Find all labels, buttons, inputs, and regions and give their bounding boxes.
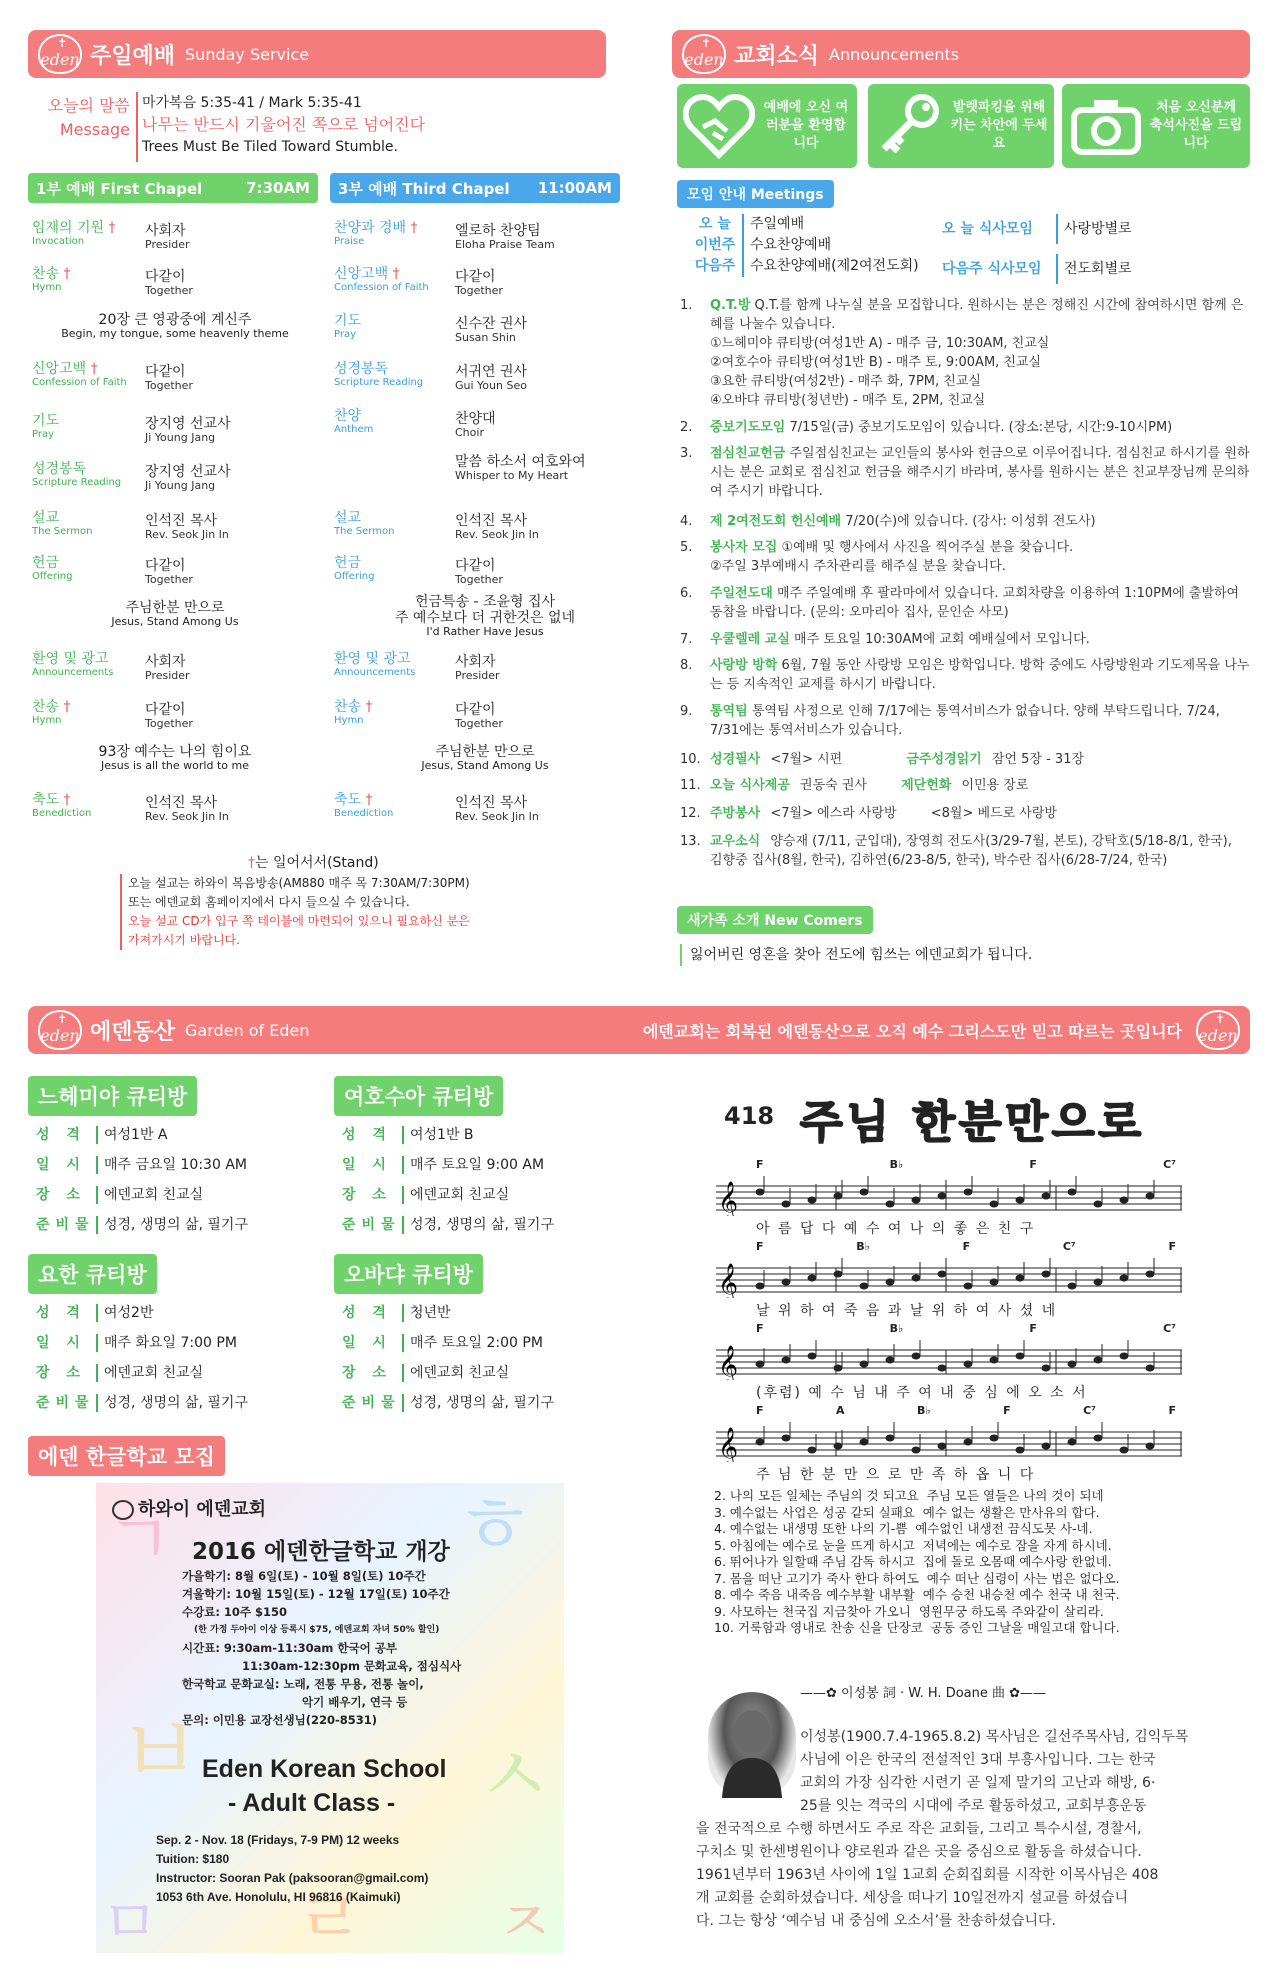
third-item-label: 설교 The Sermon: [334, 510, 395, 537]
message-divider: [136, 92, 138, 162]
chord-label: F: [1003, 1404, 1011, 1417]
bio-line: 이성봉(1900.7.4-1965.8.2) 목사님은 길선주목사님, 김익두목: [800, 1729, 1189, 1745]
poster-church-name: 하와이 에덴교회: [138, 1499, 266, 1520]
meeting-key: 이번주: [692, 235, 744, 256]
message-label-en: Message: [59, 120, 130, 139]
item-title: 제단헌화: [901, 778, 952, 793]
item-text: <8월> 베드로 사랑방: [930, 806, 1057, 821]
bio-line: 1961년부터 1963년 사이에 1일 1교회 순회집회를 시작한 이목사님은 408: [696, 1867, 1159, 1883]
first-item-value: 인석진 목사 Rev. Seok Jin In: [145, 513, 229, 541]
item-title: 성경필사: [710, 752, 761, 767]
third-item-value: 엘로하 찬양팀 Eloha Praise Team: [455, 223, 555, 251]
meeting-key: 다음주: [692, 256, 744, 277]
photo-text: 처음 오신분께 축석사진을 드립니다: [1149, 100, 1243, 151]
qt-group-row: 준비물 성경, 생명의 삶, 필기구: [342, 1395, 554, 1411]
key-icon: [874, 91, 944, 161]
author-bio: [696, 1726, 1236, 1933]
svg-text:ㄹ: ㄹ: [296, 1878, 364, 1953]
bio-line: 구치소 및 한센병원이나 양로원과 같은 곳을 중심으로 활동을 하셨습니다.: [696, 1844, 1142, 1860]
chord-label: B♭: [889, 1322, 904, 1335]
stand-note: [248, 852, 379, 872]
sermon-title-en: Trees Must Be Tiled Toward Stumble.: [142, 139, 398, 155]
verse-line: 8. 예수 죽음 내죽음 예수부활 내부활 예수 승천 내승천 예수 천국 내 천국.: [714, 1587, 1120, 1602]
cd-note-line: 오늘 설교 CD가 입구 쪽 테이블에 마련되어 있으니 필요하신 분은: [128, 914, 470, 928]
garden-header: [28, 1006, 1250, 1054]
first-hymn2: [30, 744, 320, 772]
poster-line: 수강료: 10주 $150: [182, 1605, 288, 1619]
first-item-value: 다같이 Together: [145, 364, 193, 392]
message-label-ko: 오늘의 말씀: [47, 96, 130, 115]
first-hymn1-ko: 20장 큰 영광중에 계신주: [98, 312, 252, 328]
first-item-label: 성경봉독 Scripture Reading: [32, 461, 122, 488]
chord-label: B♭: [856, 1240, 870, 1253]
announcement-item: [680, 804, 1250, 823]
flower-icon: ✿: [826, 1686, 837, 1701]
first-item-label: 찬송 † Hymn: [32, 266, 71, 293]
hymn-author-text: 이성봉 詞 · W. H. Doane 曲: [841, 1686, 1005, 1701]
item-text: 이민용 장로: [961, 778, 1029, 793]
broadcast-line: 또는 에덴교회 홈페이지에서 다시 들으실 수 있습니다.: [128, 895, 410, 909]
hymn-title: 주님 한분만으로: [800, 1097, 1145, 1148]
qt-group-row: 성 격 여성1반 B: [342, 1127, 474, 1143]
section-title-en: Garden of Eden: [185, 1020, 310, 1040]
qt-group-row: 장 소 에덴교회 친교실: [342, 1187, 510, 1203]
chord-label: B♭: [889, 1158, 904, 1171]
stand-note-text: 는 일어서서(Stand): [255, 855, 379, 871]
first-hymn2-en: Jesus is all the world to me: [101, 759, 249, 772]
third-hymn-title: [360, 744, 610, 772]
third-item-label: 찬양과 경배 † Praise: [334, 220, 418, 247]
hymn-staff: [716, 1322, 1182, 1412]
item-text: <7월> 시편: [770, 752, 843, 767]
qt-group-row: 성 격 여성2반: [36, 1305, 154, 1321]
newcomers-tag: 새가족 소개 New Comers: [677, 906, 873, 934]
svg-text:ㄱ: ㄱ: [106, 1498, 174, 1580]
third-chapel-title: 3부 예배 Third Chapel: [338, 179, 510, 198]
qt-group-row: 준비물 성경, 생명의 삶, 필기구: [342, 1217, 554, 1233]
chord-label: C⁷: [1062, 1240, 1076, 1253]
third-item-label: 환영 및 광고 Announcements: [334, 651, 416, 678]
poster-line: 한국학교 문화교실: 노래, 전통 무용, 전통 놀이,: [182, 1677, 424, 1691]
third-item-label: 찬양 Anthem: [334, 408, 374, 435]
sunday-service-header: [28, 30, 606, 78]
chord-label: A: [836, 1404, 845, 1417]
meetings-tag: 모임 안내 Meetings: [677, 180, 834, 208]
first-item-label: 축도 † Benediction: [32, 792, 92, 819]
valet-text: 발렛파킹을 위해 키는 차안에 두세요: [950, 100, 1048, 151]
sub-item: ④오바댜 큐티방(청년반) - 매주 토, 2PM, 친교실: [710, 393, 986, 408]
third-item-value: 찬양대 Choir: [455, 411, 496, 439]
cd-note-line: 가져가시기 바랍니다.: [128, 933, 240, 947]
meeting-key: 오 늘 식사모임: [942, 214, 1058, 244]
special-offering-en: I'd Rather Have Jesus: [426, 625, 544, 638]
poster-en-line: Sep. 2 - Nov. 18 (Fridays, 7-9 PM) 12 weeks: [156, 1833, 400, 1847]
third-item-label: 찬송 † Hymn: [334, 699, 373, 726]
meeting-value: 수요찬양예배: [750, 237, 832, 253]
qt-group-row: 성 격 청년반: [342, 1305, 451, 1321]
meeting-value: 수요찬양예배(제2여전도회): [750, 258, 919, 274]
third-item-label: 신앙고백 † Confession of Faith: [334, 266, 429, 293]
first-item-label: 설교 The Sermon: [32, 510, 93, 537]
staff-lines: [716, 1418, 1182, 1462]
third-item-label: 헌금 Offering: [334, 555, 375, 582]
cross-icon: †: [248, 855, 255, 871]
bio-line: 교회의 가장 심각한 시련기 곧 일제 말기의 고난과 해방, 6·: [800, 1775, 1156, 1791]
garden-motto: 에덴교회는 회복된 에덴동산으로 오직 예수 그리스도만 믿고 따르는 곳입니다: [642, 1021, 1182, 1041]
lyric-line: (후렴) 예 수 님 내 주 여 내 중 심 에 오 소 서: [756, 1385, 1088, 1401]
poster-line: 겨울학기: 10월 15일(토) - 12월 17일(토) 10주간: [182, 1587, 450, 1601]
announcement-item: [680, 832, 1240, 870]
poster-lines: [182, 1567, 461, 1729]
third-item-value: 사회자 Presider: [455, 654, 500, 682]
first-item-value: 사회자 Presider: [145, 223, 190, 251]
third-item-value: 인석진 목사 Rev. Seok Jin In: [455, 513, 539, 541]
svg-text:ㅈ: ㅈ: [496, 1888, 554, 1953]
chord-label: C⁷: [1163, 1158, 1176, 1171]
first-item-label: 헌금 Offering: [32, 555, 73, 582]
meeting-value: 주일예배: [750, 216, 805, 232]
verse-line: 6. 뛰어나가 일할때 주님 감독 하시고 집에 돌로 오몸때 예수사랑 한없네.: [714, 1554, 1112, 1569]
poster-line: 11:30am-12:30pm 문화교육, 점심식사: [242, 1659, 462, 1673]
third-item-label: 성경봉독 Scripture Reading: [334, 361, 424, 388]
section-title-ko: 교회소식: [734, 43, 820, 69]
verse-line: 10. 거룩함과 영내로 찬송 신을 단장코 공동 증인 그날을 매일고대 합니다.: [714, 1620, 1120, 1635]
announcement-item: 7. 우쿨렐레 교실 매주 토요일 10:30AM에 교회 예배실에서 모입니다.: [680, 632, 1090, 647]
announcement-item: 8. 사랑방 방학 6월, 7월 동안 사랑방 모임은 방학입니다. 방학 중에도 사랑방원과 기도제목을 나누는 등 지속적인 교제를 하시기 바랍니다.: [680, 658, 1250, 692]
eden-logo-icon: ✝ eden: [38, 1010, 82, 1050]
section-title-en: Announcements: [829, 44, 960, 64]
poster-line: 가을학기: 8월 6일(토) - 10월 8일(토) 10주간: [182, 1569, 426, 1583]
sermon-title-ko: 나무는 반드시 기울어진 쪽으로 넘어진다: [142, 115, 426, 134]
bio-line: 25를 잇는 격국의 시대에 주로 활동하셨고, 교회부흥운동: [800, 1798, 1147, 1814]
meetings-right: [942, 214, 1132, 284]
first-item-value: 다같이 Together: [145, 558, 193, 586]
third-item-value: 신수잔 권사 Susan Shin: [455, 316, 528, 344]
first-item-label: 신앙고백 † Confession of Faith: [32, 361, 127, 388]
qt-group-row: 장 소 에덴교회 친교실: [36, 1187, 204, 1203]
first-chapel-time: 7:30AM: [246, 179, 310, 197]
chord-label: F: [1029, 1322, 1037, 1335]
sermon-broadcast-box: [120, 874, 540, 950]
anthem-title: [455, 454, 586, 482]
first-offertory-ko: 주님한분 만으로: [125, 600, 225, 616]
svg-text:𝄞: 𝄞: [718, 1181, 739, 1216]
meetings-left: [692, 214, 919, 277]
poster-en-title: Eden Korean School: [202, 1755, 447, 1783]
verse-line: 9. 사모하는 천국집 지금찾아 가오니 영원무궁 하도록 주와같이 살리라.: [714, 1603, 1104, 1619]
first-item-value: 사회자 Presider: [145, 654, 190, 682]
meeting-value: 전도회별로: [1064, 261, 1132, 277]
first-offertory-en: Jesus, Stand Among Us: [111, 615, 239, 628]
first-item-value: 다같이 Together: [145, 702, 193, 730]
qt-group-row: 일 시 매주 토요일 2:00 PM: [342, 1335, 543, 1351]
lyric-line: 아 름 답 다 예 수 여 나 의 좋 은 친 구: [756, 1221, 1036, 1237]
item-number: 11.: [680, 778, 701, 793]
hymn-author: ——✿ 이성봉 詞 · W. H. Doane 曲 ✿——: [800, 1686, 1047, 1701]
poster-en-subtitle: - Adult Class -: [228, 1789, 396, 1817]
chord-label: C⁷: [1083, 1404, 1096, 1417]
staff-lines: [716, 1172, 1182, 1216]
hymn-staff: [716, 1240, 1182, 1330]
anthem-title-ko: 말씀 하소서 여호와여: [455, 454, 586, 470]
item-title: 금주성경읽기: [906, 752, 982, 767]
third-chapel-time: 11:00AM: [537, 179, 612, 197]
chord-label: F: [1029, 1158, 1037, 1171]
item-text: <7월> 에스라 사랑방: [770, 806, 897, 821]
chord-label: B♭: [917, 1404, 931, 1417]
sub-item: ②주일 3부예배시 주차관리를 해주실 분을 찾습니다.: [710, 559, 1006, 574]
svg-text:𝄞: 𝄞: [718, 1263, 739, 1298]
qt-group-row: 일 시 매주 토요일 9:00 AM: [342, 1157, 545, 1173]
first-item-value: 인석진 목사 Rev. Seok Jin In: [145, 795, 229, 823]
poster-church: [112, 1495, 266, 1521]
hymn-staff: [716, 1158, 1182, 1248]
item-title: 오늘 식사제공: [710, 778, 790, 793]
third-hymn-en: Jesus, Stand Among Us: [421, 759, 549, 772]
message-body: [142, 92, 425, 158]
hymn-verses: [714, 1488, 1120, 1637]
announcement-item: [680, 776, 1250, 795]
qt-group-title: 요한 큐티방: [28, 1254, 157, 1294]
eden-mini-logo-icon: [112, 1500, 134, 1520]
broadcast-line: 오늘 설교는 하와이 복음방송(AM880 매주 목 7:30AM/7:30PM): [128, 876, 470, 890]
verse-line: 5. 아침에는 예수로 눈을 뜨게 하시고 저녁에는 예수로 잠을 자게 하시네.: [714, 1537, 1112, 1553]
chord-label: F: [1168, 1404, 1176, 1417]
hymn-staff: [716, 1404, 1182, 1494]
staff-lines: [716, 1254, 1182, 1298]
section-title-ko: 에덴동산: [90, 1019, 176, 1045]
announcement-item: [680, 750, 1250, 769]
meeting-key: 오 늘: [692, 214, 744, 235]
third-item-value: 다같이 Together: [455, 702, 503, 730]
chord-label: F: [756, 1158, 764, 1171]
first-item-label: 환영 및 광고 Announcements: [32, 651, 114, 678]
poster-line: 시간표: 9:30am-11:30am 한국어 공부: [182, 1641, 397, 1655]
korean-school-poster: [96, 1483, 564, 1953]
sub-item: ③요한 큐티방(여성2반) - 매주 화, 7PM, 친교실: [710, 374, 981, 389]
first-hymn1: [30, 312, 320, 340]
svg-text:𝄞: 𝄞: [718, 1427, 739, 1462]
poster-line: (한 가정 두아이 이상 등록시 $75, 에덴교회 자녀 50% 할인): [194, 1625, 440, 1635]
qt-group-row: 장 소 에덴교회 친교실: [36, 1365, 204, 1381]
poster-line: 문의: 이민용 교장선생님(220-8531): [182, 1713, 377, 1727]
eden-logo-icon: ✝ eden: [1196, 1010, 1240, 1050]
poster-en-lines: [156, 1831, 428, 1907]
poster-en-line: Instructor: Sooran Pak (paksooran@gmail.com): [156, 1871, 429, 1885]
third-item-value: 인석진 목사 Rev. Seok Jin In: [455, 795, 539, 823]
announcement-item: 9. 통역팀 통역팀 사정으로 인해 7/17에는 통역서비스가 없습니다. 양해 부탁드립니다. 7/24, 7/31에는 통역서비스가 있습니다.: [680, 704, 1220, 738]
svg-text:ㅅ: ㅅ: [476, 1729, 554, 1822]
poster-en-line: Tuition: $180: [156, 1852, 230, 1866]
third-item-label: 축도 † Benediction: [334, 792, 394, 819]
camera-icon: [1070, 96, 1142, 156]
message-label: [30, 94, 130, 142]
flower-icon: ✿: [1009, 1686, 1021, 1701]
svg-text:ㅎ: ㅎ: [456, 1483, 534, 1572]
third-item-value: 서귀연 권사 Gui Youn Seo: [455, 364, 528, 392]
qt-group-row: 준비물 성경, 생명의 삶, 필기구: [36, 1395, 248, 1411]
first-item-label: 기도 Pray: [32, 413, 60, 440]
poster-en-line: 1053 6th Ave. Honolulu, HI 96816 (Kaimuki): [156, 1890, 401, 1904]
chord-label: F: [756, 1240, 764, 1253]
first-item-value: 장지영 선교사 Ji Young Jang: [145, 416, 231, 444]
poster-title: 2016 에덴한글학교 개강: [192, 1539, 450, 1565]
chord-label: F: [1168, 1240, 1176, 1253]
verse-line: 4. 예수없는 내생명 또한 나의 기-쁨 예수없인 내생전 끔식도못 사-네.: [714, 1521, 1093, 1536]
welcome-box: [677, 84, 857, 168]
first-item-value: 다같이 Together: [145, 269, 193, 297]
qt-group-title: 느헤미야 큐티방: [28, 1076, 197, 1116]
first-chapel-title: 1부 예배 First Chapel: [36, 179, 203, 198]
welcome-text: 예배에 오신 여러분을 환영합니다: [763, 100, 849, 151]
bio-line: 을 전국적으로 수행 하면서도 주로 작은 교회들, 그리고 특수시설, 경찰서,: [696, 1821, 1142, 1837]
first-offertory: [30, 600, 320, 628]
first-item-label: 찬송 † Hymn: [32, 699, 71, 726]
first-item-label: 임재의 기원 † Invocation: [32, 220, 116, 247]
newcomers-text: 잃어버린 영혼을 찾아 전도에 힘쓰는 에덴교회가 됩니다.: [680, 944, 1032, 966]
section-title-en: Sunday Service: [185, 44, 310, 64]
third-item-value: 다같이 Together: [455, 558, 503, 586]
third-chapel-bar: [330, 173, 620, 203]
scripture: 마가복음 5:35-41 / Mark 5:35-41: [142, 95, 362, 111]
korean-school-tag: 에덴 한글학교 모집: [28, 1436, 225, 1476]
first-item-value: 장지영 선교사 Ji Young Jang: [145, 464, 231, 492]
valet-box: [868, 84, 1054, 168]
special-offering-song: 주 예수보다 더 귀한것은 없네: [394, 610, 576, 626]
item-text: 잠언 5장 - 31장: [991, 752, 1085, 767]
announcement-item: 3. 점심친교헌금 주일점심친교는 교인들의 봉사와 헌금으로 이루어집니다. 점심친교 하시기를 원하시는 분은 교회로 점심친교 헌금을 해주시기 바라며, 봉사를 원하시는 분은 친교부장님께 문의하여 주시기 바랍니다.: [680, 446, 1250, 499]
announcement-item: 5. 봉사자 모집 ①예배 및 행사에서 사진을 찍어주실 분을 찾습니다. ②주일 3부예배시 주차관리를 해주실 분을 찾습니다.: [680, 538, 1250, 576]
photo-box: [1062, 84, 1250, 168]
item-text: 양승재 (7/11, 군입대), 장영희 전도사(3/29-7월, 본토), 강탁호(5/18-8/1, 한국), 김향중 집사(8월, 한국), 김하연(6/23-8/5, 한국), 박수란 집사(6/28-7/24, 한국): [710, 834, 1232, 868]
poster-line: 악기 배우기, 연극 등: [302, 1695, 408, 1709]
qt-group-title: 오바댜 큐티방: [334, 1254, 483, 1294]
heart-handshake-icon: [683, 93, 755, 159]
lyric-line: 주 님 한 분 만 으 로 만 족 하 옵 니 다: [756, 1467, 1036, 1483]
svg-text:ㅂ: ㅂ: [116, 1700, 203, 1805]
item-number: 10.: [680, 752, 701, 767]
bio-line: 다. 그는 항상 ‘예수님 내 중심에 오소서’를 찬송하셨습니다.: [696, 1913, 1057, 1929]
bio-line: 개 교회를 순회하셨습니다. 세상을 떠나기 10일전까지 설교를 하셨습니: [696, 1890, 1129, 1906]
item-title: 주방봉사: [710, 806, 761, 821]
announcements-header: [672, 30, 1250, 78]
qt-group-row: 장 소 에덴교회 친교실: [342, 1365, 510, 1381]
first-chapel-bar: [28, 173, 318, 203]
sub-item: ①느헤미야 큐티방(여성1반 A) - 매주 금, 10:30AM, 친교실: [710, 336, 1050, 351]
chord-label: F: [756, 1404, 764, 1417]
third-item-label: 기도 Pray: [334, 313, 362, 340]
qt-group-row: 성 격 여성1반 A: [36, 1127, 168, 1143]
eden-logo-icon: ✝ eden: [38, 34, 82, 74]
svg-text:ㅁ: ㅁ: [101, 1888, 159, 1953]
announcement-item: 4. 제 2여전도회 헌신예배 7/20(수)에 있습니다. (강사: 이성휘 전도사): [680, 514, 1096, 529]
announcement-item: 2. 중보기도모임 7/15일(금) 중보기도모임이 있습니다. (장소:본당, 시간:9-10시PM): [680, 420, 1173, 435]
qt-group-row: 준비물 성경, 생명의 삶, 필기구: [36, 1217, 248, 1233]
first-hymn1-en: Begin, my tongue, some heavenly theme: [61, 327, 289, 340]
verse-line: 3. 예수없는 사업은 성공 같되 실패요 예수 없는 생활은 만사유의 합다.: [714, 1504, 1100, 1520]
qt-group-row: 일 시 매주 화요일 7:00 PM: [36, 1335, 237, 1351]
sub-item: ②여호수아 큐티방(여성1반 B) - 매주 토, 9:00AM, 친교실: [710, 355, 1042, 370]
eden-logo-icon: ✝ eden: [682, 34, 726, 74]
item-number: 13.: [680, 834, 701, 849]
item-text: 권동숙 권사: [800, 778, 867, 793]
meeting-key: 다음주 식사모임: [942, 254, 1058, 284]
qt-group-row: 일 시 매주 금요일 10:30 AM: [36, 1157, 247, 1173]
announcement-item: 6. 주일전도대 매주 주일예배 후 팔라마에서 있습니다. 교회차량을 이용하여 1:10PM에 출발하여 동참을 바랍니다. (문의: 오마리아 집사, 문인순 사모): [680, 586, 1240, 620]
verse-line: 2. 나의 모든 일체는 주님의 것 되고요 주님 모든 열들은 나의 것이 되네: [714, 1488, 1104, 1503]
item-title: 교우소식: [710, 834, 761, 849]
anthem-title-en: Whisper to My Heart: [455, 469, 569, 482]
third-item-value: 다같이 Together: [455, 269, 503, 297]
section-title-ko: 주일예배: [90, 43, 176, 69]
hymn-number: 418: [724, 1102, 775, 1130]
third-hymn-ko: 주님한분 만으로: [435, 744, 535, 760]
chord-label: F: [756, 1322, 764, 1335]
meeting-value: 사랑방별로: [1064, 221, 1132, 237]
special-offering-singer: 헌금특송 - 조윤형 집사: [414, 594, 556, 610]
bio-line: 사님에 이은 한국의 전설적인 3대 부흥사입니다. 그는 한국: [800, 1752, 1156, 1768]
lyric-line: 날 위 하 여 죽 음 과 날 위 하 여 사 셨 네: [756, 1303, 1058, 1319]
svg-text:𝄞: 𝄞: [718, 1345, 739, 1380]
staff-lines: [716, 1336, 1182, 1380]
verse-line: 7. 몸을 떠난 고기가 죽사 한다 하여도 예수 떠난 심령이 사는 법은 없다오.: [714, 1570, 1120, 1586]
first-hymn2-ko: 93장 예수는 나의 힘이요: [98, 744, 252, 760]
chord-label: C⁷: [1163, 1322, 1176, 1335]
item-number: 12.: [680, 806, 701, 821]
chord-label: F: [962, 1240, 971, 1253]
special-offering: [360, 594, 610, 638]
announcement-item: 1. Q.T.방 Q.T.를 함께 나누실 분을 모집합니다. 원하시는 분은 정해진 시간에 참여하시면 함께 은혜를 나눌수 있습니다. ①느헤미야 큐티방(여성1반 A) - 매주 금, 10:30AM, 친교실 ②여호수아 큐티방(여성1반 B) - 매주 토, 9:00AM, 친교실 ③요한 큐티방(여성2반) - 매주 화, 7PM, 친교실 ④오바댜 큐티방(청년반) - 매주 토, 2PM, 친교실: [680, 296, 1250, 410]
qt-group-title: 여호수아 큐티방: [334, 1076, 503, 1116]
